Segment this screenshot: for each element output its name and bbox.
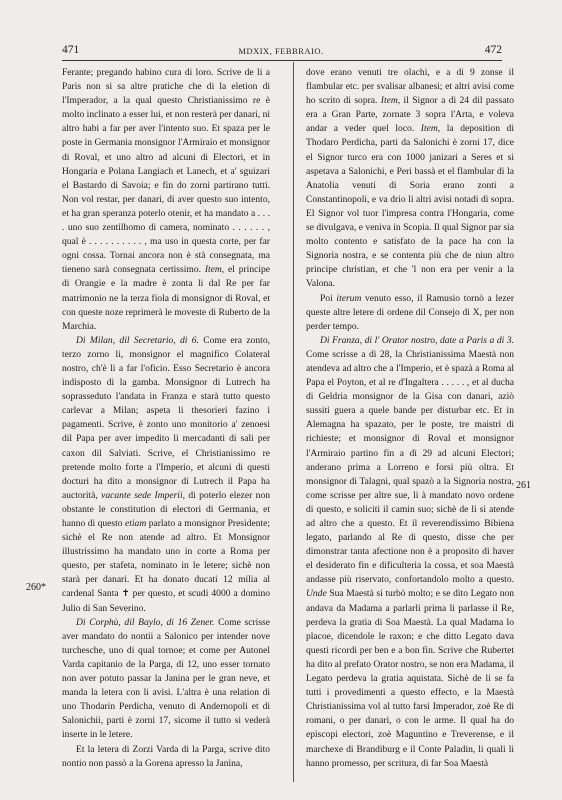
page-number-left: 471 xyxy=(62,44,80,56)
page-header xyxy=(0,44,562,60)
margin-number-right: 261 xyxy=(516,480,531,491)
paragraph: Ferante; pregando habino cura di loro. Scrive de li a Paris non si sa altre pratiche che di la eletion di l'Imperador, a la qual questo Christianissimo re è molto inclinato a esser lui, et non resterà per danari, ni altro habi a far per aver l'intento suo. Et spaza per le poste in Germania monsignor l'Armiraio et monsignor di Roval, et uno altro ad alcuni di Electori, et in Hongaria e Polana Langiach et Lanech, et a' sguizari el Bastardo di Savoia; e fin do zorni partirano tutti. Non vol restar, per danari, di aver questo suo intento, et ha gran speranza poterlo otenir, et ha mandato a . . . . uno suo zentilhomo di camera, nominato . . . . . . , qual è . . . . . . . . . . , ma uso in questa corte, per far ogni cossa. Tornai ancora non è stà consegnata, ma tieneno sarà consegnata certissimo. Item, el principe di Orangie e la madre è zonta li dal Re per far matrimonio ne la terza fiola di monsignor di Roval, et con queste noze reprimerà le moveste di Ruberto de la Marchia. xyxy=(62,67,270,332)
paragraph: Di Corphù, dil Baylo, di 16 Zener. Come scrisse aver mandato do nontii a Salonico per intender nove turchesche, uno di qual tornoe; et come per Autonel Varda capitanio de la Parga, di 12, uno esser tornato non aver potuto passar la Janina per le gran neve, et manda la letera con li avisi. L'altra è una relation di uno Thodarin Perdicha, venuto di Andernopoli et di Salonichii, parti è zorni 17, sicome il tutto si vederà inserte in le letere. xyxy=(62,616,270,741)
left-column xyxy=(62,66,270,771)
column-divider xyxy=(293,62,294,782)
entry-heading: Di Franza, di l' Orator nostro, date a Paris a di 3. xyxy=(320,334,514,346)
margin-number-left: 260* xyxy=(26,582,46,593)
entry-heading: Di Milan, dil Secretario, di 6. xyxy=(76,334,199,346)
paragraph: dove erano venuti tre olachi, e a di 9 zonse il flambular etc. per svalisar albanesi; et altri avisi come ho scrito di sopra. Item, il Signor a dì 24 dil passato era a Gran Parte, zornate 3 sopra l'Arta, e voleva andar a veder quel loco. Item, la deposition di Thodaro Perdicha, parti da Salonichi è zorni 17, dice el Signor turco era con 1000 janizari a Seres et si aspetava a Salonichi, e Peri bassà et el flambular di la Anatolia venuti di Soria erano zonti a Constantinopoli, e va drio li altri avisi notadi di sopra. El Signor vol tuor l'impresa contra l'Hongaria, come se divulgava, e veniva in Scopia. Il qual Signor par sia molto contento e satisfato de la pace ha con la Signoria nostra, e se contenta più che de niun altro principe christian, et che 'l non era per venir a la Valona. xyxy=(306,67,515,290)
paragraph: Et la letera di Zorzi Varda di la Parga, scrive dito nontio non passò a la Gorena apresso la Janina, xyxy=(62,743,270,769)
paragraph: Di Milan, dil Secretario, di 6. Come era zonto, terzo zorno li, monsignor el magnifico Colateral nostro, ch'è lì a far l'oficio. Esso Secretario è ancora indisposto di la gamba. Monsignor di Lutrech ha soprasseduto l'andata in Franza e starà tutto questo carlevar a Milan; aspeta li thesorieri fazino i pagamenti. Scrive, è zonto uno monitorio a' zenoesi dil Papa per aver impedito li mercadanti di sali per caxon dil Salviati. Scrive, el Christianissimo re pretende molto forte a l'Imperio, et alcuni di questi docturi ha dito a monsignor di Lutrech il Papa ha auctorità, vacante sede Imperii, di poterlo elezer non obstante le constitution di electori di Germania, et hanno di questo etiam parlato a monsignor Presidente; sichè el Re non atende ad altro. Et Monsignor illustrissimo ha mandato uno in corte a Roma per questo, per stafeta, nominato in le letere; sichè non starà per danari. Et ha donato ducati 12 milia al cardenal Santa ✝ per questo, et scudi 4000 a domino Julio di San Severino. xyxy=(62,334,271,614)
paragraph: Di Franza, di l' Orator nostro, date a Paris a di 3. Come scrisse a dì 28, la Christianissima Maestà non atendeva ad altro che a l'Imperio, et è spazà a Roma al Papa el Poyton, et al re d'Ingaltera . . . . . , et al ducha di Geldria monsignor de la Gisa con danari, aziò sussiti guera a quele bande per disturbar etc. Et in Alemagna ha spazato, per le poste, tre maistri di richieste; et monsignor di Roval et monsignor l'Armiraio partino fin a dì 29 ad alcuni Electori; anderano prima a Lorreno e forsi più oltra. Et monsignor di Talagni, qual spazò a la Signoria nostra, come scrisse per altre sue, li à mandato novo ordene di questo, e solicitì il camin suo; sichè de li si atende ad altro che a questo. Et il reverendissimo Bibiena legato, parlando al Re di questo, disse che per dimonstrar tanta afectione non è a proposito di haver el desiderato fin e dificulteria la cossa, et soa Maestà andasse più riservato, confortandolo molto a questo. Unde Sua Maestà si turbò molto; e se dito Legato non andava da Madama a parlarli prima li parlasse il Re, perdeva la gratia di Soa Maestà. La qual Madama lo placoe, dicendole le raxon; e che ditto Legato dava questi ricordi per ben e a bon fin. Scrive che Rubertet ha dito al prefato Orator nostro, se non era Madama, il Legato perdeva la gratia aquistata. Sichè de li se fa tutti i provedimenti a questo effecto, e la Maestà Christianissima vol al tutto farsi Imperador, zoè Re di romani, o per danari, o con le arme. Il qual ha do episcopi electori, zoè Maguntino e Treverense, e il marchexe di Brandiburg e il Conte Paladin, li quali li hanno promesso, per scritura, di far Soa Maestà xyxy=(306,334,515,769)
entry-heading: Di Corphù, dil Baylo, di 16 Zener. xyxy=(76,616,215,628)
header-rule xyxy=(62,60,502,61)
right-column xyxy=(306,66,514,771)
running-title: MDXIX, FEBBRAIO. xyxy=(238,46,324,56)
paragraph: Poi iterum venuto esso, il Ramusio tornò a lezer queste altre letere di ordene dil Consejo di X, per non perder tempo. xyxy=(306,292,514,332)
page-number-right: 472 xyxy=(484,44,502,56)
